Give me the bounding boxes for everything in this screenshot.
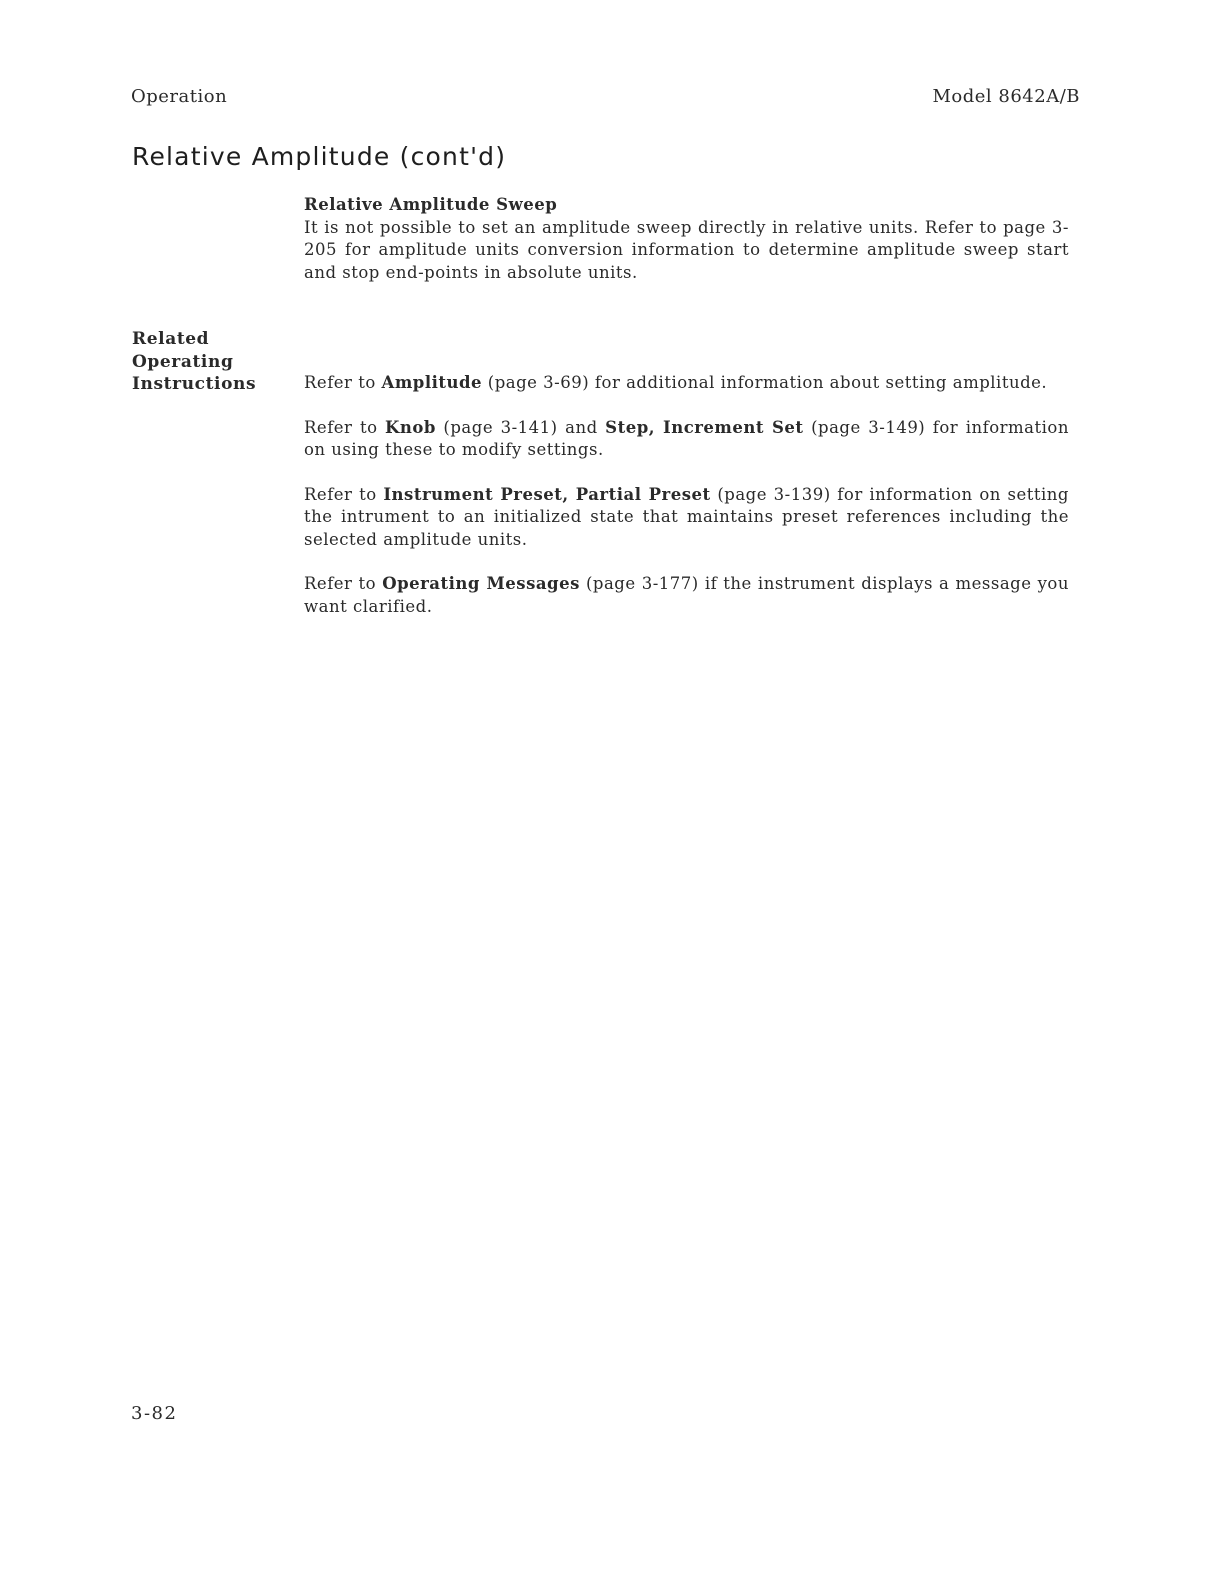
header-model-label: Model 8642A/B: [932, 86, 1080, 107]
ref-text: (page 3-69) for additional information about setting amplitude.: [482, 373, 1048, 392]
side-heading-line: Operating: [132, 351, 234, 372]
side-heading-line: Related: [132, 329, 210, 349]
sweep-paragraph: It is not possible to set an amplitude sweep directly in relative units. Refer to page 3-205 for amplitude units conversion information to determine amplitude sweep start and stop end-points in absolute units.: [304, 217, 1069, 282]
ref-text: Refer to: [304, 373, 382, 392]
side-heading: [132, 328, 256, 396]
reference-paragraph: [304, 417, 1069, 462]
page-title: Relative Amplitude (cont'd): [132, 142, 507, 171]
ref-link-amplitude: Amplitude: [381, 373, 483, 392]
ref-text: Refer to: [304, 484, 384, 504]
sweep-subheading: Relative Amplitude Sweep: [304, 195, 558, 214]
ref-link-instrument-preset: Instrument Preset, Partial Preset: [383, 484, 711, 504]
ref-text: Refer to: [304, 417, 386, 437]
ref-text: (page 3-177) if the instrument displays a message you want clarified.: [304, 574, 1069, 616]
ref-text: (page 3-141) and: [435, 417, 606, 437]
side-heading-line: Instructions: [132, 374, 257, 394]
ref-link-knob: Knob: [385, 417, 436, 437]
page-number: 3-82: [131, 1403, 178, 1424]
reference-paragraph: [304, 484, 1069, 552]
ref-link-operating-messages: Operating Messages: [382, 574, 580, 593]
ref-text: Refer to: [304, 574, 383, 593]
ref-text: (page 3-149) for information on using these to modify settings.: [304, 417, 1069, 459]
ref-text: (page 3-139) for information on setting the intrument to an initialized state that maintains preset references including the selected amplitude units.: [304, 484, 1069, 549]
references-list: [304, 372, 1069, 640]
sweep-section: [304, 194, 1069, 284]
reference-paragraph: [304, 573, 1069, 618]
ref-link-step-increment: Step, Increment Set: [605, 417, 804, 437]
header-section-label: Operation: [131, 86, 228, 107]
reference-paragraph: [304, 372, 1069, 395]
